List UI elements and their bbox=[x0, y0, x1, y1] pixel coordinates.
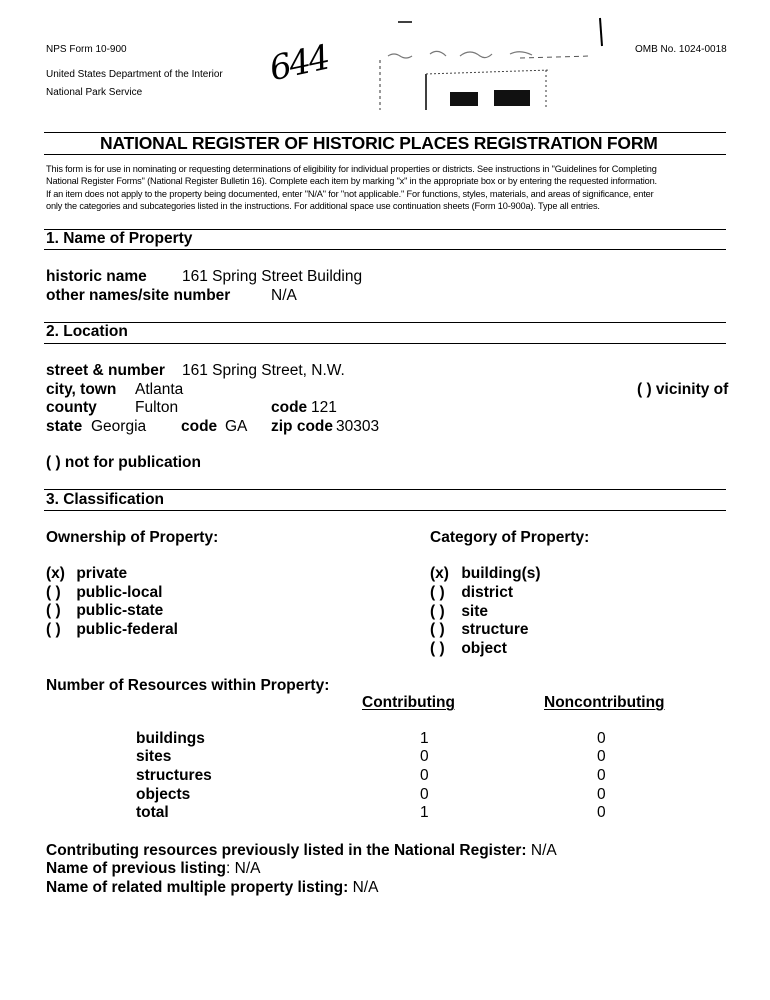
related-listing-value: N/A bbox=[352, 879, 379, 896]
city-label: city, town bbox=[46, 381, 117, 398]
section3-bottom-rule bbox=[44, 510, 726, 511]
state-code-label: code bbox=[181, 418, 218, 435]
county-code-label: code bbox=[271, 399, 308, 416]
option-mark: (x) bbox=[430, 565, 449, 582]
instructions-block bbox=[46, 163, 726, 212]
resource-label: structures bbox=[136, 767, 212, 784]
state-value: Georgia bbox=[91, 418, 147, 435]
resource-noncontributing: 0 bbox=[597, 804, 606, 821]
category-heading: Category of Property: bbox=[430, 529, 590, 546]
category-option bbox=[430, 603, 488, 621]
service-name: National Park Service bbox=[46, 87, 143, 98]
resource-contributing: 1 bbox=[420, 804, 429, 821]
historic-name-value: 161 Spring Street Building bbox=[182, 268, 363, 285]
resource-contributing: 0 bbox=[420, 767, 429, 784]
option-mark: ( ) bbox=[430, 621, 445, 638]
option-mark: ( ) bbox=[430, 640, 445, 657]
zip-value: 30303 bbox=[336, 418, 380, 435]
street-value: 161 Spring Street, N.W. bbox=[182, 362, 345, 379]
resources-heading: Number of Resources within Property: bbox=[46, 677, 330, 694]
option-mark: ( ) bbox=[430, 603, 445, 620]
instruction-line: If an item does not apply to the property being documented, enter "N/A" for "not applicable." For functions, styles, materials, and areas of significance, enter bbox=[46, 188, 654, 199]
section1-title: 1. Name of Property bbox=[46, 230, 193, 247]
form-title: NATIONAL REGISTER OF HISTORIC PLACES REGISTRATION FORM bbox=[100, 133, 658, 153]
state-label: state bbox=[46, 418, 83, 435]
previously-listed-line bbox=[46, 842, 557, 860]
instruction-line: only the categories and subcategories listed in the instructions. For additional space use continuation sheets (Form 10-900a). Type all entries. bbox=[46, 200, 600, 211]
option-label: building(s) bbox=[461, 565, 541, 582]
previous-listing-value: N/A bbox=[234, 860, 261, 877]
ownership-heading: Ownership of Property: bbox=[46, 529, 219, 546]
resource-contributing: 0 bbox=[420, 786, 429, 803]
resource-label: buildings bbox=[136, 730, 205, 747]
section3-top-rule bbox=[44, 489, 726, 490]
option-label: object bbox=[461, 640, 507, 657]
historic-name-label: historic name bbox=[46, 268, 147, 285]
previous-listing-line: Name of previous listing: N/A bbox=[46, 860, 261, 877]
option-label: public-state bbox=[76, 602, 164, 619]
option-label: site bbox=[461, 603, 489, 620]
resource-contributing: 0 bbox=[420, 748, 429, 765]
ownership-option bbox=[46, 565, 127, 583]
resource-label: total bbox=[136, 804, 169, 821]
category-option bbox=[430, 640, 507, 658]
resource-contributing: 1 bbox=[420, 730, 429, 747]
section2-top-rule bbox=[44, 322, 726, 323]
category-option bbox=[430, 621, 529, 639]
option-label: structure bbox=[461, 621, 529, 638]
resource-label: objects bbox=[136, 786, 191, 803]
option-label: private bbox=[76, 565, 128, 582]
handwritten-number: 644 bbox=[266, 37, 332, 90]
other-names-value: N/A bbox=[271, 287, 297, 304]
department-name: United States Department of the Interior bbox=[46, 69, 223, 80]
section2-bottom-rule bbox=[44, 343, 726, 344]
stamp-marks bbox=[370, 10, 620, 120]
related-listing-line bbox=[46, 879, 378, 897]
resource-noncontributing: 0 bbox=[597, 767, 606, 784]
ownership-option bbox=[46, 621, 178, 639]
resource-label: sites bbox=[136, 748, 172, 765]
ownership-option bbox=[46, 602, 163, 620]
instruction-line: National Register Forms" (National Register Bulletin 16). Complete each item by marking "x" in the appropriate box or by entering the requested information. bbox=[46, 176, 657, 187]
previously-listed-value: N/A bbox=[530, 842, 557, 859]
city-value: Atlanta bbox=[135, 381, 184, 398]
section2-title: 2. Location bbox=[46, 323, 128, 340]
section1-bottom-rule bbox=[44, 249, 726, 250]
related-listing-label: Name of related multiple property listing: bbox=[46, 879, 349, 896]
option-label: district bbox=[461, 584, 513, 601]
section3-title: 3. Classification bbox=[46, 491, 165, 508]
street-label: street & number bbox=[46, 362, 165, 379]
ownership-option bbox=[46, 584, 162, 602]
county-label: county bbox=[46, 399, 97, 416]
category-option bbox=[430, 584, 513, 602]
contributing-column-header: Contributing bbox=[362, 694, 455, 711]
resource-noncontributing: 0 bbox=[597, 748, 606, 765]
resource-noncontributing: 0 bbox=[597, 786, 606, 803]
county-value: Fulton bbox=[135, 399, 179, 416]
noncontributing-column-header: Noncontributing bbox=[544, 694, 665, 711]
title-bottom-rule bbox=[44, 154, 726, 155]
category-option bbox=[430, 565, 541, 583]
option-mark: (x) bbox=[46, 565, 65, 582]
vicinity-checkbox: ( ) vicinity of bbox=[637, 381, 729, 398]
state-code-value: GA bbox=[225, 418, 248, 435]
other-names-label: other names/site number bbox=[46, 287, 231, 304]
previous-listing-label: Name of previous listing bbox=[46, 860, 227, 877]
instruction-line: This form is for use in nominating or requesting determinations of eligibility for individual properties or districts. See instructions in "Guidelines for Completing bbox=[46, 164, 657, 174]
county-code-value: 121 bbox=[311, 399, 337, 416]
option-label: public-local bbox=[76, 584, 163, 601]
zip-label: zip code bbox=[271, 418, 334, 435]
option-mark: ( ) bbox=[46, 621, 61, 638]
option-mark: ( ) bbox=[430, 584, 445, 601]
resource-noncontributing: 0 bbox=[597, 730, 606, 747]
omb-number: OMB No. 1024-0018 bbox=[635, 44, 727, 55]
option-label: public-federal bbox=[76, 621, 178, 638]
previously-listed-label: Contributing resources previously listed in the National Register: bbox=[46, 842, 527, 859]
option-mark: ( ) bbox=[46, 602, 61, 619]
form-number: NPS Form 10-900 bbox=[46, 44, 127, 55]
not-for-publication: ( ) not for publication bbox=[46, 454, 201, 471]
option-mark: ( ) bbox=[46, 584, 61, 601]
